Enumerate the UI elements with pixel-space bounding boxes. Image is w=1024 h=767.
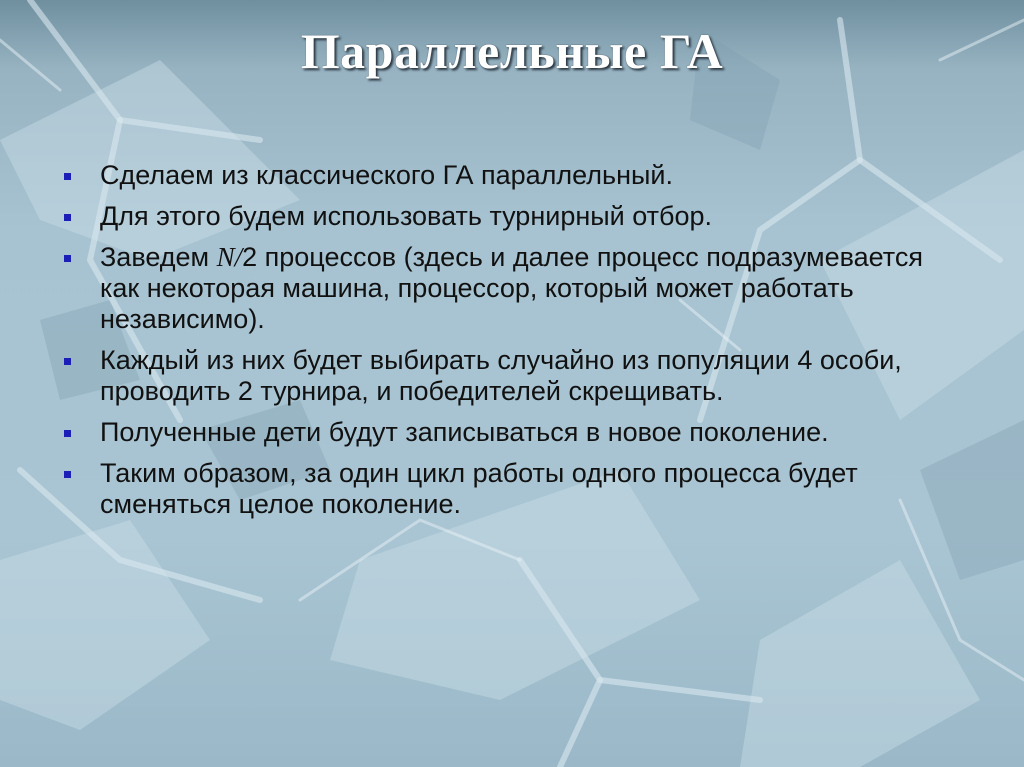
square-bullet-icon bbox=[64, 173, 71, 180]
math-expression: N/ bbox=[216, 242, 243, 272]
bullet-item bbox=[60, 201, 960, 232]
square-bullet-icon bbox=[64, 358, 71, 365]
bullet-text: Сделаем из классического ГА параллельный. bbox=[100, 160, 673, 190]
bullet-item bbox=[60, 417, 960, 448]
bullet-text: Каждый из них будет выбирать случайно из популяции 4 особи, проводить 2 турнира, и победителей скрещивать. bbox=[100, 345, 902, 406]
square-bullet-icon bbox=[64, 471, 71, 478]
bullet-item bbox=[60, 160, 960, 191]
bullet-list bbox=[60, 160, 960, 530]
square-bullet-icon bbox=[64, 214, 71, 221]
bullet-text-prefix: Заведем bbox=[100, 242, 217, 272]
bullet-item bbox=[60, 345, 960, 407]
square-bullet-icon bbox=[64, 430, 71, 437]
bullet-text: Для этого будем использовать турнирный отбор. bbox=[100, 201, 713, 231]
bullet-item bbox=[60, 458, 960, 520]
square-bullet-icon bbox=[64, 255, 71, 262]
bullet-text: Таким образом, за один цикл работы одного процесса будет сменяться целое поколение. bbox=[100, 458, 858, 519]
slide-title: Параллельные ГА bbox=[300, 23, 724, 79]
bullet-item bbox=[60, 242, 960, 335]
bullet-text: Полученные дети будут записываться в новое поколение. bbox=[100, 417, 829, 447]
bullet-text-suffix: 2 процессов (здесь и далее процесс подразумевается как некоторая машина, процессор, который может работать независимо). bbox=[100, 242, 923, 334]
